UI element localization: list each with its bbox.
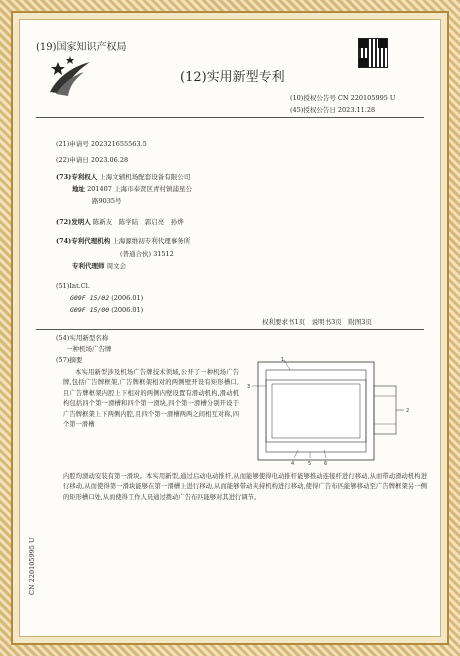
fig-label-2: 2	[406, 408, 410, 414]
application-date: 2023.06.28	[90, 156, 129, 164]
agency-label: (74)专利代理机构	[56, 237, 111, 245]
address-line-1: 201407 上海市奉贤区青村镇浦星公	[87, 185, 192, 193]
inventors-row	[56, 218, 184, 227]
owner-row	[56, 173, 190, 182]
ipc-row-2	[70, 306, 143, 315]
owner: 上海文辅机场配套设备有限公司	[99, 173, 191, 181]
address-line-2: 路9035号	[92, 197, 122, 205]
ipc-code-2: G09F 15/00	[70, 306, 110, 314]
abstract-text-part-2: 内腔均滑动安装有第一滑块。本实用新型,通过启动电动推杆,从而能够使得电动推杆能够推动连接杆进行移动,从而带动滑动机构进行移动,从而使得第一滑块能够在第一滑槽上进行移动,从而能够带动夹持机构进行移动,使得广告布匹能够移动至广告牌框架另一侧的矩形槽口处,从而使得工作人员通过拨动广告布匹能够对其进行调节。	[63, 473, 427, 501]
fig-label-4: 4	[291, 461, 295, 466]
owner-label: (73)专利权人	[56, 173, 98, 181]
agency-line-2: (普通合伙) 31512	[120, 250, 174, 258]
patent-page	[20, 20, 440, 636]
side-publication-number: CN 220105995 U	[28, 537, 36, 595]
agent-label: 专利代理师	[72, 262, 105, 270]
abstract-divider	[36, 329, 424, 330]
address-row	[72, 185, 192, 194]
ipc-date-2: (2006.01)	[111, 306, 144, 314]
ipc-date-1: (2006.01)	[111, 294, 144, 302]
application-number: 202321655563.5	[90, 140, 147, 148]
intcl-label: (51)Int.Cl.	[56, 282, 90, 290]
publication-date: (45)授权公告日 2023.11.28	[290, 106, 376, 114]
agency-row	[56, 237, 190, 246]
inventors-label: (72)发明人	[56, 218, 91, 226]
document-type: (12)实用新型专利	[180, 70, 285, 85]
cnipa-emblem-icon	[44, 52, 94, 98]
application-number-label: (21)申请号	[56, 140, 89, 148]
address-label: 地址	[72, 185, 85, 193]
abstract-label: (57)摘要	[56, 356, 83, 364]
agent: 周文会	[106, 262, 127, 270]
ipc-code-1: G09F 15/02	[70, 294, 110, 302]
fig-label-3: 3	[247, 384, 251, 390]
title-label: (54)实用新型名称	[56, 334, 109, 342]
outer-frame-shape	[258, 362, 374, 460]
application-date-row	[56, 156, 128, 165]
publication-number: (10)授权公告号 CN 220105995 U	[290, 94, 396, 102]
page-count: 权利要求书1页 说明书3页 附图3页	[262, 318, 372, 326]
fig-label-1: 1	[281, 357, 285, 363]
side-housing-shape	[374, 386, 396, 434]
utility-model-title: 一种机场广告牌	[66, 345, 112, 353]
abstract-figure	[244, 356, 416, 466]
qr-code-icon	[358, 38, 388, 68]
application-date-label: (22)申请日	[56, 156, 89, 164]
header-divider	[36, 117, 424, 118]
abstract-text-part-1: 本实用新型涉及机场广告牌技术领域,公开了一种机场广告牌,包括广告牌框架,广告牌框架相对的两侧壁开设有矩形槽口,且广告牌框架内腔上下相对的两侧内壁设置有滑动机构,滑动机构包括四个第一滑槽和四个第一滑块,四个第一滑槽分别开设于广告牌框架上下两侧内腔,且四个第一滑槽两两之间相互对称,四个第一滑槽	[63, 369, 239, 429]
application-number-row	[56, 140, 147, 149]
agent-row	[72, 262, 126, 271]
fig-label-6: 6	[324, 461, 328, 466]
inventors: 陈新友 陈学陆 郭启亮 孙烨	[92, 218, 184, 226]
agency: 上海源维初专利代理事务所	[112, 237, 191, 245]
fig-label-5: 5	[308, 461, 312, 466]
ipc-row-1	[70, 294, 143, 303]
patent-office: (19)国家知识产权局	[36, 42, 127, 53]
